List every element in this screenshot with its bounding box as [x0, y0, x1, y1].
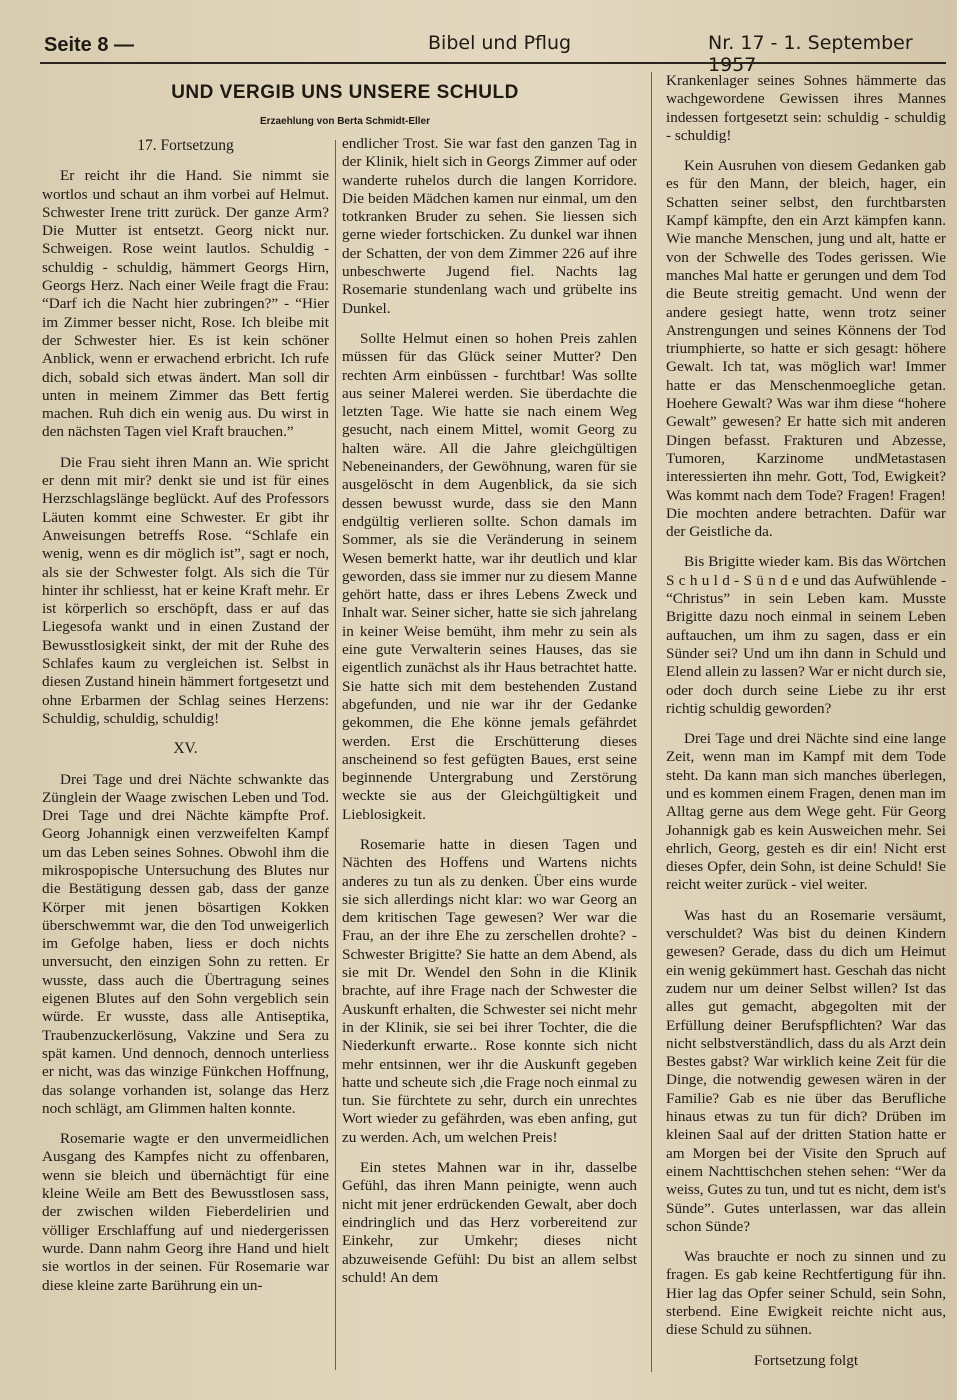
paragraph: Er reicht ihr die Hand. Sie nimmt sie wortlos und schaut an ihm vorbei auf Helmut. Schwester Irene tritt zurück. Der ganze Arm? Die Mutter ist entsetzt. Georg nickt nur. Schweigen. Rose weint lautlos. Schuldig - schuldig - schuldig, hämmert Georgs Hirn, Georgs Herz. Nach einer Weile fragt die Frau: “Darf ich die Nacht hier zubringen?” - “Hier im Zimmer besser nicht, Rose. Ich bleibe mit der Schwester hier. Es ist kein schöner Anblick, wenn er erwachend erbricht. Ich rufe dich, sobald sich etwas ändert. Man soll dir unten in meinem Zimmer das Bett fertig machen. Ruh dich ein wenig aus. Du wirst in den nächsten Tagen viel Kraft brauchen.”: [42, 167, 329, 441]
page-header: [0, 28, 957, 76]
paragraph: Sollte Helmut einen so hohen Preis zahlen müssen für das Glück seiner Mutter? Den rechten Arm einbüssen - furchtbar! Was sollte aus seiner Malerei werden. Sie überdachte die letzten Tage. Wie hatte sie nach einem Weg gesucht, nach einem Mittel, womit Georg zu halten wäre. All die Jahre gleichgültigen Nebeneinanders, der Gewöhnung, waren für sie ausgelöscht in dem Augenblick, da sie sich dessen bewusst wurde, dass sie den Mann endgültig verlieren sollte. Schon damals im Sommer, als sie die Veränderung in seinem Wesen bemerkt hatte, war ihr deutlich und klar geworden, dass sie immer nur zu diesem Manne gehört hatte, dass er ihres Lebens Zweck und Inhalt war. Seiner sicher, hatte sie sich jahrelang in keiner Weise bemüht, ihm mehr zu sein als eine gute Verwalterin seines Hauses, das sie eigentlich zunächst als ihr Haus betrachtet hatte. Sie hatte sich mit dem bestehenden Zustand abgefunden, und nie war ihr der Gedanke gekommen, die Ehe könne jemals gefährdet werden. Erst die Erschütterung dieses anscheinend so fest gefügten Baues, erst seine beginnende Untergrabung und Zerstörung weckte sie aus der Gleichgültigkeit und Lieblosigkeit.: [342, 329, 637, 823]
page-number: Seite 8 —: [44, 34, 135, 56]
column-divider: [651, 72, 652, 1372]
chapter-heading: XV.: [173, 740, 198, 758]
paragraph: Ein stetes Mahnen war in ihr, dasselbe Gefühl, das ihren Mann peinigte, wenn auch nicht mit jener erdrückenden Gewalt, aber doch eindringlich und das Herz vorbereitend zur Einkehr, zur Umkehr; dieses nicht abzuweisende Gefühl: Du bist an allem selbst schuld! An dem: [342, 1159, 637, 1286]
paragraph: endlicher Trost. Sie war fast den ganzen Tag in der Klinik, hielt sich in Georgs Zimmer auf oder wanderte ruhelos durch die langen Korridore. Die beiden Mädchen kamen nur einmal, um den totkranken Bruder zu sehen. Sie liessen sich gerne wieder fortschicken. Zu dunkel war ihnen der Schatten, der von dem Zimmer 226 auf ihre unbeschwerte Jugend fiel. Nachts lag Rosemarie stundenlang wach und grübelte ins Dunkel.: [342, 135, 637, 317]
article-title: UND VERGIB UNS UNSERE SCHULD: [171, 82, 519, 103]
installment-label: 17. Fortsetzung: [137, 137, 234, 154]
paragraph: Rosemarie hatte in diesen Tagen und Nächten des Hoffens und Wartens nichts anderes zu tun als zu denken. Über eins wurde sie sich allerdings nicht klar: wo war Georg an dem kritischen Tage gewesen? Wer war die Frau, an der ihre Ehe zu zerschellen drohte? - Schwester Brigitte? Sie hatte an dem Abend, als sie mit Dr. Wendel den Sohn in die Klinik brachte, auf ihre Frage nach der Schwester die Auskunft erhalten, die Schwester sei nicht mehr in der Klinik, sie sei bei ihrer Tochter, die die Niederkunft erwarte.. Rose konnte sich nicht mehr entsinnen, wer ihr die Auskunft gegeben hatte und scheute sich ,die Frage noch einmal zu tun. Sie fürchtete zu sehr, durch ein unrechtes Wort wieder zu gefährden, was eben anfing, gut zu werden. Ach, um welchen Preis!: [342, 835, 637, 1146]
publication-name: Bibel und Pflug: [428, 32, 572, 54]
text-column-1: [42, 137, 329, 1295]
continuation-note: Fortsetzung folgt: [753, 1351, 859, 1369]
article-byline: Erzaehlung von Berta Schmidt-Eller: [259, 116, 431, 127]
paragraph: Was brauchte er noch zu sinnen und zu fragen. Es gab keine Rechtfertigung für ihn. Hier lag das Opfer seiner Schuld, sein Sohn, sterbend. Eine Ewigkeit reichte nicht aus, diese Schuld zu sühnen.: [666, 1248, 946, 1339]
column-divider: [335, 140, 336, 1370]
paragraph: Kein Ausruhen von diesem Gedanken gab es für den Mann, der bleich, hager, ein Schatten seiner selbst, den furchtbarsten Kampf kämpfte, den ein Arzt kämpfen kann. Wie manche Menschen, jung und alt, hatte er von der Schwelle des Todes gerissen. Wie manches Mal hatte er gerungen und dem Tod die Beute streitig gemacht. Und wenn der andere gesiegt hatte, wenn trotz seiner Anstrengungen und seines Könnens der Tod triumphierte, so hatte er sich gesagt: höhere Gewalt. Ich tat, was möglich war! Immer hatte er das Menschenmoegliche getan. Hoehere Gewalt? Was war ihm diese “hohere Gewalt” gewesen? Er hatte sich mit anderen Dingen befasst. Frakturen und Abzesse, Tumoren, Karzinome undMetastasen interessierten ihn mehr. Gott, Tod, Ewigkeit? Was kommt nach dem Tode? Fragen! Fragen! Die mochten andere betrachten. Dafür war der Geistliche da.: [666, 157, 946, 541]
text-column-3: [666, 72, 946, 1370]
text-column-2: [342, 135, 637, 1287]
issue-date: Nr. 17 - 1. September 1957: [708, 32, 913, 76]
paragraph: Die Frau sieht ihren Mann an. Wie spricht er denn mit mir? denkt sie und ist für eines Herzschlagslänge beglückt. Auf des Professors Läuten kommt eine Schwester. Er gibt ihr Anweisungen betreffs Rose. “Schlafe ein wenig, wenn es dir möglich ist”, sagt er noch, als sie der Schwester folgt. Als sich die Tür hinter ihr schliesst, hat er keine Kraft mehr. Er ist körperlich so erschöpft, dass er auf das Liegesofa wankt und in einen Zustand der Bewusstlosigkeit sinkt, der mit der Ruhe des Schlafes kaum zu vergleichen ist. Selbst in diesen Zustand hinein hämmert fortgesetzt und ohne Erbarmen der Schlag seines Herzens: Schuldig, schuldig, schuldig!: [42, 453, 329, 727]
paragraph: Rosemarie wagte er den unvermeidlichen Ausgang des Kampfes nicht zu offenbaren, wenn sie bleich und übernächtigt für eine kleine Weile am Bett des Bewusstlosen sass, der zwischen wilden Fieberdelirien und völliger Erschlaffung auf und niedergerissen wurde. Dann nahm Georg ihre Hand und hielt sie wortlos in der seinen. Für Rosemarie war diese kleine zarte Barührung ein un-: [42, 1130, 329, 1294]
paragraph: Drei Tage und drei Nächte schwankte das Zünglein der Waage zwischen Leben und Tod. Drei Tage und drei Nächte kämpfte Prof. Georg Johannigk einen verzweifelten Kampf um das Leben seines Sohnes. Obwohl ihm die mikrospopische Untersuchung des Blutes nur die Bestätigung dessen gab, dass der ganze Körper mit jenen bösartigen Kokken überschwemmt war, die den Tod unweigerlich im Gefolge haben, liess er doch nichts unversucht, den einzigen Sohn zu retten. Er wusste, dass auch die Übertragung seines eigenen Blutes auf den Sohn vergeblich sein würde. Er wusste, dass alle Antiseptika, Traubenzuckerlösung, Vakzine und Sera zu spät kamen. Und dennoch, dennoch unterliess er nicht, was das winzige Fünkchen Hoffnung, das solange vorhanden ist, solange das Herz noch schlägt, am Glimmen halten konnte.: [42, 770, 329, 1117]
paragraph: Was hast du an Rosemarie versäumt, verschuldet? Was bist du deinen Kindern gewesen? Gerade, dass du dich um Heimut ein wenig gekümmert hast. Geschah das nicht zudem nur um deiner Selbst willen? Ist das alles gut gemacht, abgegolten mit der Erfüllung deiner Berufspflichten? War das nicht selbstverständlich, dass du als Arzt dein Bestes gabst? War wirklich keine Zeit für die Dinge, die notwendig gewesen wären in der Familie? Gab es nie über das Berufliche hinaus etwas zu tun für dich? Drüben im kleinen Saal auf der dritten Station hatte er am Morgen bei der Visite den Spruch auf einem Nachttischchen stehen sehen: “Wer da weiss, Gutes zu tun, und tut es nicht, dem ist's Sünde”. Gutes unterlassen, war das allein schon Sünde?: [666, 906, 946, 1235]
paragraph: Krankenlager seines Sohnes hämmerte das wachgewordene Gewissen ihres Mannes indessen fortgesetzt sein: schuldig - schuldig - schuldig!: [666, 72, 946, 144]
paragraph: Drei Tage und drei Nächte sind eine lange Zeit, wenn man im Kampf mit dem Tode steht. Da kann man sich manches überlegen, und es kommen einem Fragen, denen man im Alltag gerne aus dem Wege geht. Für Georg Johannigk gab es kein Ausweichen mehr. Sei ehrlich, Georg, gesteh es dir ein! Nicht erst dieses Opfer, dein Sohn, ist deine Schuld! Sie reicht weiter zurück - viel weiter.: [666, 730, 946, 894]
header-rule: [40, 62, 946, 64]
paragraph: Bis Brigitte wieder kam. Bis das Wörtchen S c h u l d - S ü n d e und das Aufwühlende - “Christus” in sein Leben kam. Musste Brigitte dazu noch einmal in seinem Leben auftauchen, um ihm zu sagen, dass er ein Sünder sei? Und um ihn dann in Schuld und Elend allein zu lassen? War er nicht durch sie, oder doch durch seine Liebe zu ihr erst richtig schuldig geworden?: [666, 553, 946, 717]
